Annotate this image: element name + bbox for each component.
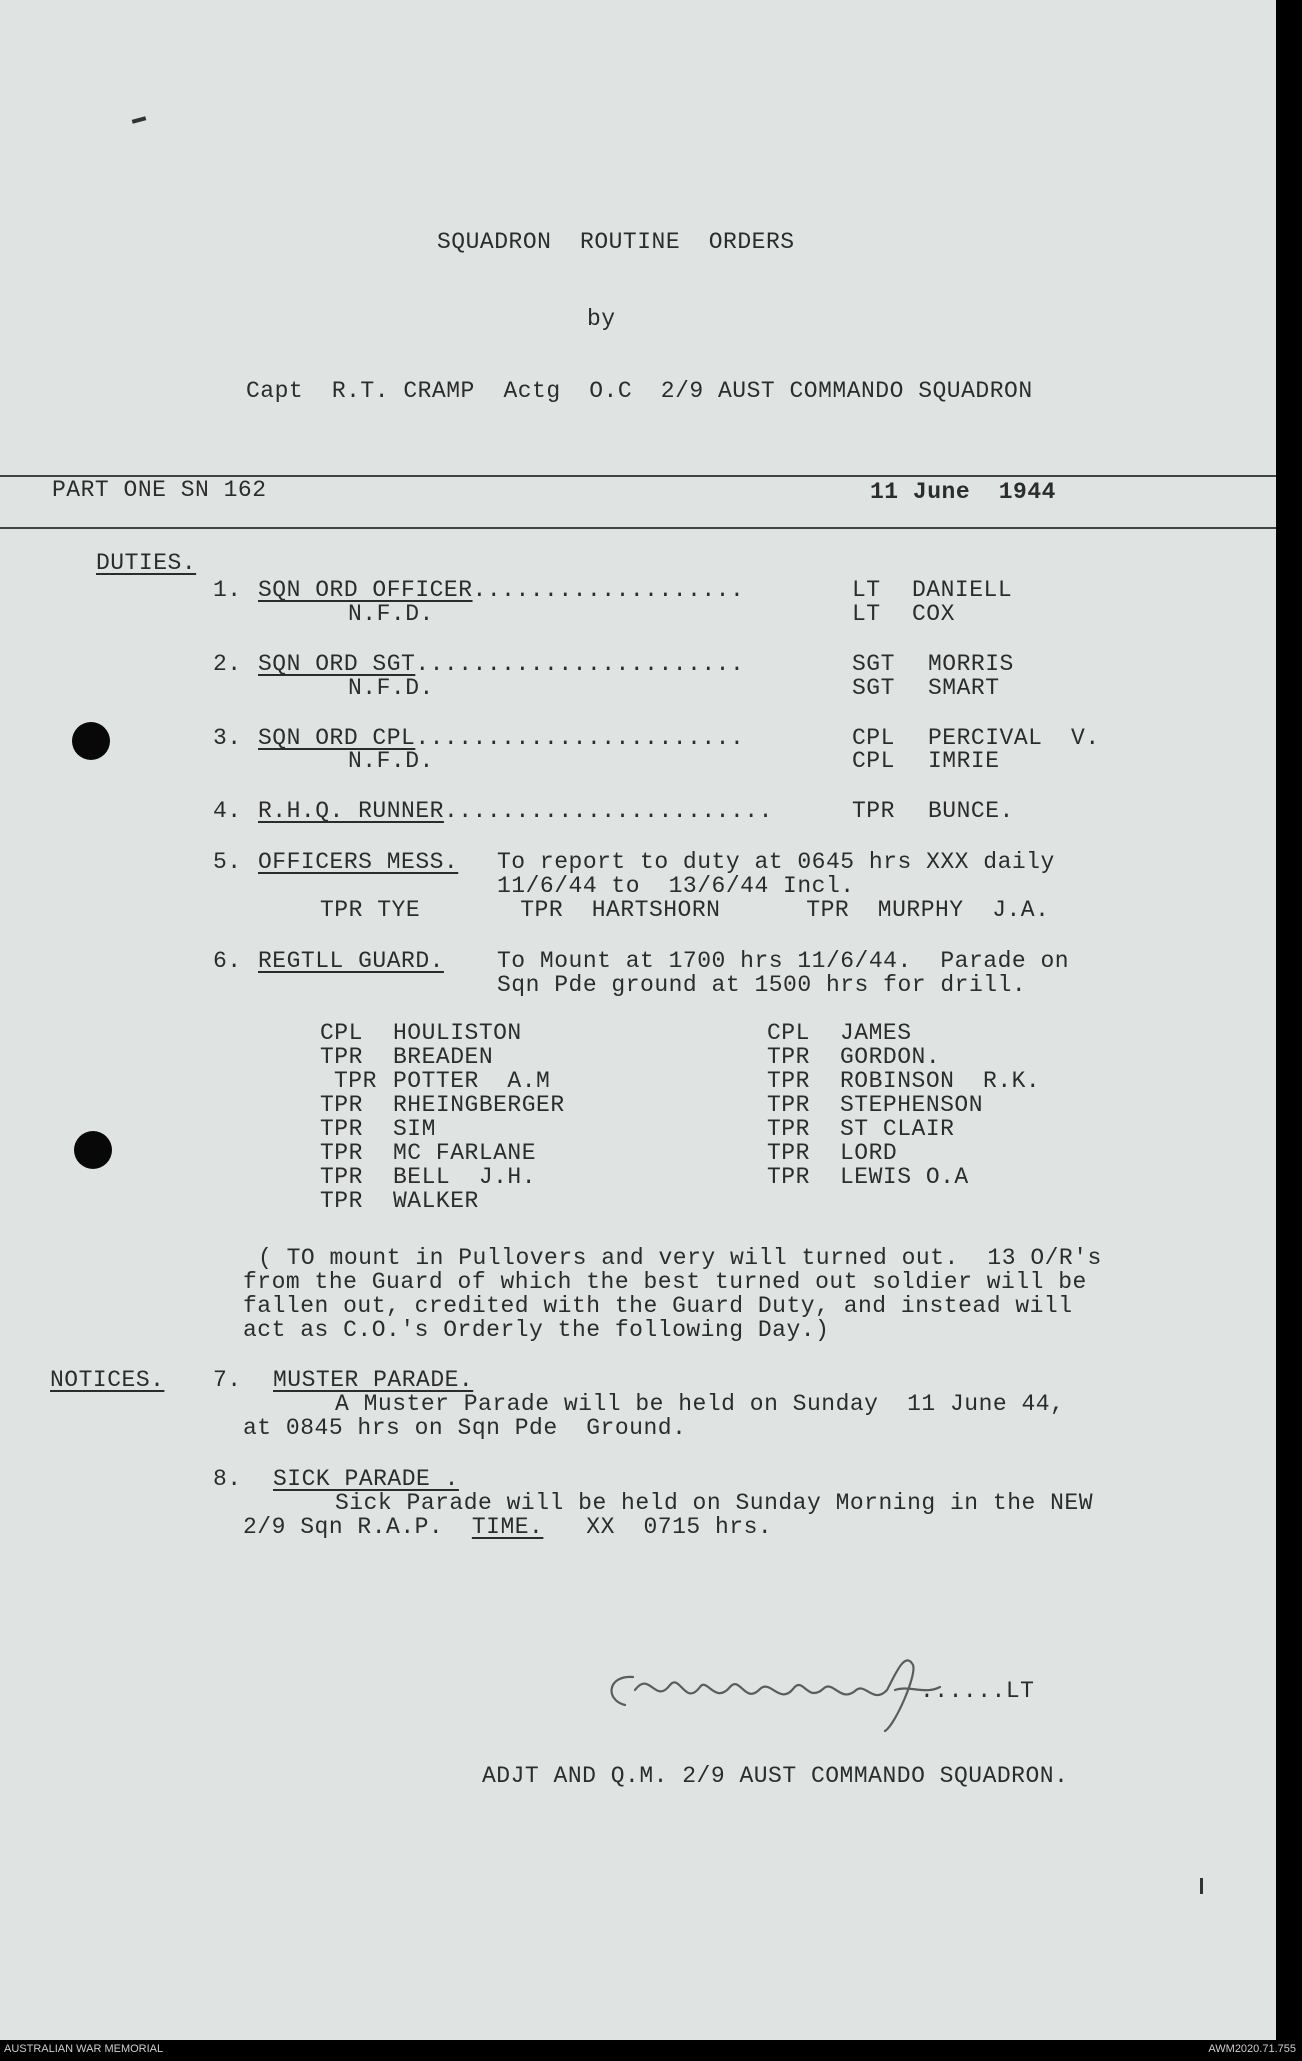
item-number: 8. — [213, 1466, 242, 1492]
guard-name: LEWIS O.A — [840, 1164, 969, 1190]
guard-note: from the Guard of which the best turned out soldier will be — [243, 1269, 1087, 1295]
duty-name: PERCIVAL V. — [928, 725, 1100, 751]
guard-note: fallen out, credited with the Guard Duty, and instead will — [243, 1293, 1073, 1319]
notice-title: SICK PARADE . — [273, 1466, 459, 1492]
duty-rank: SGT — [852, 651, 895, 677]
guard-name: MC FARLANE — [393, 1140, 537, 1166]
nfd-rank: CPL — [852, 748, 895, 774]
duty-text: Sqn Pde ground at 1500 hrs for drill. — [497, 972, 1027, 998]
leader-dots: ....................... — [443, 798, 773, 824]
guard-rank: TPR — [320, 1044, 363, 1070]
guard-rank: TPR — [320, 1164, 363, 1190]
nfd-name: COX — [912, 601, 955, 627]
guard-rank: TPR — [320, 1116, 363, 1142]
guard-rank: TPR — [320, 1140, 363, 1166]
duty-rank: CPL — [852, 725, 895, 751]
guard-name: HOULISTON — [393, 1020, 522, 1046]
notice-time: XX 0715 hrs. — [586, 1514, 773, 1540]
nfd-label: N.F.D. — [348, 601, 434, 627]
duty-name: BUNCE. — [928, 798, 1014, 824]
duty-text: 11/6/44 to 13/6/44 Incl. — [497, 873, 855, 899]
guard-name: BELL J.H. — [393, 1164, 537, 1190]
duty-row — [258, 725, 744, 751]
duty-name: MORRIS — [928, 651, 1014, 677]
item-number: 2. — [213, 651, 242, 677]
notice-text: Sick Parade will be held on Sunday Morning in the NEW — [335, 1490, 1094, 1516]
duty-row — [258, 577, 744, 603]
item-number: 3. — [213, 725, 242, 751]
duties-heading: DUTIES. — [96, 550, 197, 576]
duty-title: REGTLL GUARD. — [258, 948, 444, 974]
document-title: SQUADRON ROUTINE ORDERS — [437, 229, 795, 255]
ink-mark — [1200, 1878, 1203, 1894]
archive-name: AUSTRALIAN WAR MEMORIAL — [4, 2043, 164, 2055]
order-date: 11 June 1944 — [870, 479, 1056, 505]
punch-hole — [72, 722, 110, 760]
item-number: 4. — [213, 798, 242, 824]
nfd-name: IMRIE — [928, 748, 1000, 774]
signature-title: ADJT AND Q.M. 2/9 AUST COMMANDO SQUADRON. — [482, 1763, 1069, 1789]
item-number: 5. — [213, 849, 242, 875]
guard-name: ST CLAIR — [840, 1116, 955, 1142]
guard-note: act as C.O.'s Orderly the following Day.) — [243, 1317, 830, 1343]
item-number: 6. — [213, 948, 242, 974]
guard-name: WALKER — [393, 1188, 479, 1214]
guard-name: LORD — [840, 1140, 898, 1166]
bottom-rule — [0, 527, 1276, 529]
nfd-name: SMART — [928, 675, 1000, 701]
nfd-label: N.F.D. — [348, 675, 434, 701]
guard-name: ROBINSON R.K. — [840, 1068, 1041, 1094]
notice-text-start: 2/9 Sqn R.A.P. — [243, 1514, 444, 1540]
duty-text: To Mount at 1700 hrs 11/6/44. Parade on — [497, 948, 1070, 974]
guard-rank: TPR — [767, 1164, 810, 1190]
duty-title: SQN ORD CPL — [258, 725, 416, 751]
ink-mark — [132, 116, 147, 123]
archive-footer — [0, 2040, 1302, 2061]
item-number: 7. — [213, 1367, 242, 1393]
nfd-rank: SGT — [852, 675, 895, 701]
author-line: Capt R.T. CRAMP Actg O.C 2/9 AUST COMMANDO SQUADRON — [246, 378, 1033, 404]
notice-text: A Muster Parade will be held on Sunday 11 June 44, — [335, 1391, 1065, 1417]
time-label: TIME. — [471, 1514, 544, 1540]
guard-name: JAMES — [840, 1020, 912, 1046]
mess-names: TPR TYE TPR HARTSHORN TPR MURPHY J.A. — [320, 897, 1050, 923]
duty-title: SQN ORD SGT — [258, 651, 416, 677]
guard-name: STEPHENSON — [840, 1092, 984, 1118]
duty-title: R.H.Q. RUNNER — [258, 798, 444, 824]
duty-rank: TPR — [852, 798, 895, 824]
guard-rank: TPR — [320, 1188, 363, 1214]
duty-rank: LT — [852, 577, 881, 603]
leader-dots: ....................... — [415, 651, 745, 677]
punch-hole — [74, 1131, 112, 1169]
guard-name: POTTER A.M — [393, 1068, 551, 1094]
notice-title: MUSTER PARADE. — [273, 1367, 474, 1393]
guard-rank: TPR — [334, 1068, 377, 1094]
guard-rank: TPR — [767, 1044, 810, 1070]
guard-rank: TPR — [767, 1116, 810, 1142]
duty-title: OFFICERS MESS. — [258, 849, 459, 875]
guard-name: BREADEN — [393, 1044, 494, 1070]
guard-name: GORDON. — [840, 1044, 941, 1070]
notice-text — [243, 1514, 772, 1540]
item-number: 1. — [213, 577, 242, 603]
guard-rank: TPR — [767, 1140, 810, 1166]
duty-row — [258, 798, 773, 824]
signature-line: ......LT — [920, 1678, 1035, 1704]
by-line: by — [587, 306, 616, 332]
leader-dots: ................... — [472, 577, 745, 603]
guard-rank: CPL — [320, 1020, 363, 1046]
duty-row — [258, 651, 744, 677]
part-number: PART ONE SN 162 — [52, 477, 267, 503]
nfd-rank: LT — [852, 601, 881, 627]
notices-heading: NOTICES. — [50, 1367, 165, 1393]
guard-rank: TPR — [767, 1068, 810, 1094]
archive-reference: AWM2020.71.755 — [1208, 2043, 1296, 2055]
guard-rank: CPL — [767, 1020, 810, 1046]
leader-dots: ....................... — [415, 725, 745, 751]
duty-title: SQN ORD OFFICER — [258, 577, 473, 603]
guard-name: RHEINGBERGER — [393, 1092, 565, 1118]
guard-rank: TPR — [320, 1092, 363, 1118]
guard-note: ( TO mount in Pullovers and very will turned out. 13 O/R's — [258, 1245, 1102, 1271]
notice-text: at 0845 hrs on Sqn Pde Ground. — [243, 1415, 687, 1441]
nfd-label: N.F.D. — [348, 748, 434, 774]
guard-rank: TPR — [767, 1092, 810, 1118]
guard-name: SIM — [393, 1116, 436, 1142]
duty-name: DANIELL — [912, 577, 1013, 603]
duty-text: To report to duty at 0645 hrs XXX daily — [497, 849, 1055, 875]
